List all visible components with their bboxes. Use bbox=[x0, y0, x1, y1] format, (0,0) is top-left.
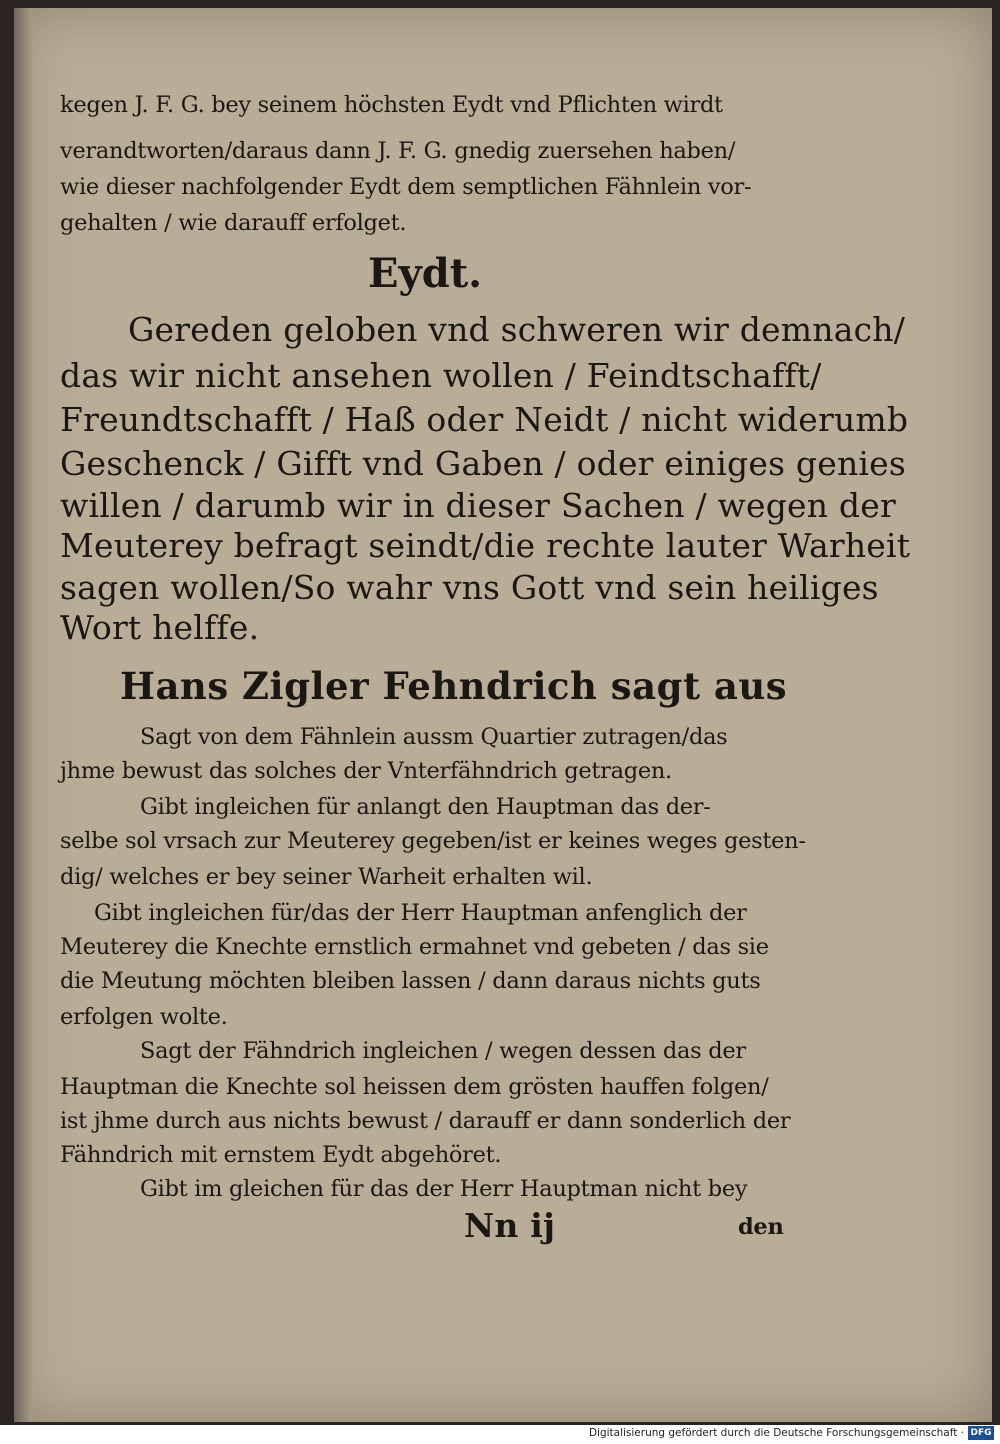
testimony-line: Gibt ingleichen für anlangt den Hauptman das der- bbox=[140, 794, 711, 820]
testimony-line: Gibt ingleichen für/das der Herr Hauptman anfenglich der bbox=[94, 900, 747, 926]
dfg-logo: DFG bbox=[968, 1426, 994, 1440]
oath-line: Gereden geloben vnd schweren wir demnach/ bbox=[128, 310, 906, 349]
testimony-line: Hauptman die Knechte sol heissen dem grösten hauffen folgen/ bbox=[60, 1074, 769, 1100]
testimony-line: Gibt im gleichen für das der Herr Hauptman nicht bey bbox=[140, 1176, 748, 1202]
testimony-line: ist jhme durch aus nichts bewust / darauff er dann sonderlich der bbox=[60, 1108, 791, 1134]
intro-line: verandtworten/daraus dann J. F. G. gnedig zuersehen haben/ bbox=[60, 138, 736, 164]
oath-line: Freundtschafft / Haß oder Neidt / nicht widerumb bbox=[60, 400, 909, 439]
funding-credit: Digitalisierung gefördert durch die Deutsche Forschungsgemeinschaft · bbox=[588, 1427, 964, 1439]
oath-line: Wort helffe. bbox=[60, 608, 260, 647]
catchword: den bbox=[738, 1214, 784, 1240]
oath-heading: Eydt. bbox=[368, 250, 483, 297]
intro-line: kegen J. F. G. bey seinem höchsten Eydt vnd Pflichten wirdt bbox=[60, 92, 723, 118]
oath-line: willen / darumb wir in dieser Sachen / wegen der bbox=[60, 486, 896, 525]
oath-line: Geschenck / Gifft vnd Gaben / oder einiges genies bbox=[60, 444, 907, 483]
testimony-line: Fähndrich mit ernstem Eydt abgehöret. bbox=[60, 1142, 502, 1168]
testimony-line: jhme bewust das solches der Vnterfähndrich getragen. bbox=[60, 758, 672, 784]
book-page bbox=[14, 8, 992, 1422]
intro-line: gehalten / wie darauff erfolget. bbox=[60, 210, 407, 236]
testimony-line: selbe sol vrsach zur Meuterey gegeben/ist er keines weges gesten- bbox=[60, 828, 806, 854]
intro-line: wie dieser nachfolgender Eydt dem semptlichen Fähnlein vor- bbox=[60, 174, 752, 200]
page-gutter-shadow bbox=[14, 8, 32, 1422]
testimony-line: die Meutung möchten bleiben lassen / dann daraus nichts guts bbox=[60, 968, 761, 994]
oath-line: sagen wollen/So wahr vns Gott vnd sein heiliges bbox=[60, 568, 879, 607]
footer-bar bbox=[0, 1425, 1000, 1444]
oath-line: Meuterey befragt seindt/die rechte lauter Warheit bbox=[60, 526, 911, 565]
testimony-line: Meuterey die Knechte ernstlich ermahnet vnd gebeten / das sie bbox=[60, 934, 769, 960]
oath-line: das wir nicht ansehen wollen / Feindtschafft/ bbox=[60, 356, 822, 395]
testimony-line: dig/ welches er bey seiner Warheit erhalten wil. bbox=[60, 864, 593, 890]
testimony-line: erfolgen wolte. bbox=[60, 1004, 228, 1030]
signature-mark: Nn ij bbox=[464, 1206, 556, 1245]
testimony-line: Sagt der Fähndrich ingleichen / wegen dessen das der bbox=[140, 1038, 746, 1064]
testimony-line: Sagt von dem Fähnlein aussm Quartier zutragen/das bbox=[140, 724, 728, 750]
testimony-heading: Hans Zigler Fehndrich sagt aus bbox=[120, 664, 788, 708]
